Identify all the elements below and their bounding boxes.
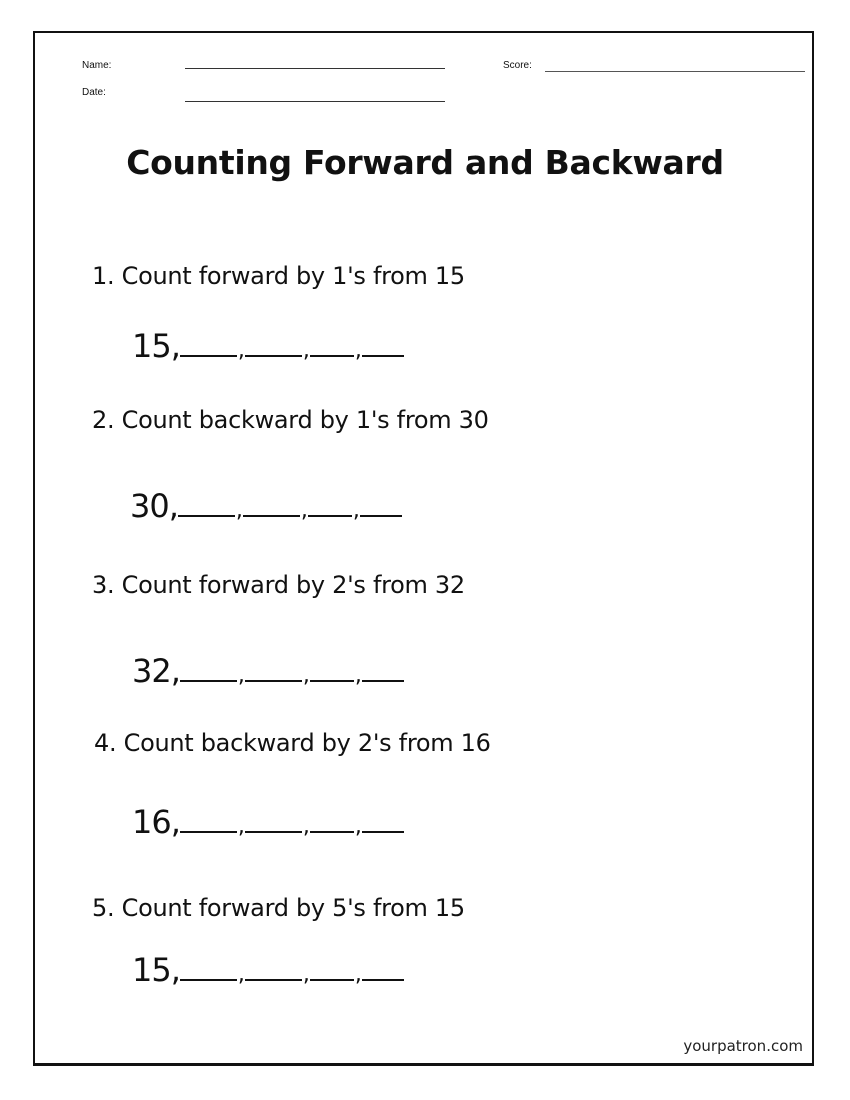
answer-blank[interactable] — [245, 355, 302, 357]
start-number: 32, — [132, 652, 180, 690]
question-5-sequence: 15, , , , — [132, 954, 404, 986]
answer-blank[interactable] — [245, 831, 302, 833]
answer-blank[interactable] — [362, 680, 404, 682]
answer-blank[interactable] — [178, 515, 235, 517]
question-1-sequence: 15, , , , — [132, 330, 404, 362]
page-title: Counting Forward and Backward — [126, 143, 724, 182]
question-1-prompt: 1. Count forward by 1's from 15 — [92, 262, 465, 290]
question-2-sequence: 30, , , , — [130, 490, 402, 522]
answer-blank[interactable] — [180, 355, 237, 357]
answer-blank[interactable] — [243, 515, 300, 517]
question-3-sequence: 32, , , , — [132, 655, 404, 687]
question-4-prompt: 4. Count backward by 2's from 16 — [94, 729, 491, 757]
name-label: Name: — [82, 60, 112, 71]
answer-blank[interactable] — [180, 979, 237, 981]
answer-blank[interactable] — [362, 355, 404, 357]
answer-blank[interactable] — [362, 979, 404, 981]
date-field[interactable] — [185, 101, 445, 102]
answer-blank[interactable] — [245, 979, 302, 981]
answer-blank[interactable] — [362, 831, 404, 833]
footer-site-credit: yourpatron.com — [683, 1037, 803, 1055]
answer-blank[interactable] — [245, 680, 302, 682]
start-number: 15, — [132, 327, 180, 365]
answer-blank[interactable] — [310, 831, 354, 833]
answer-blank[interactable] — [310, 355, 354, 357]
question-3-prompt: 3. Count forward by 2's from 32 — [92, 571, 465, 599]
answer-blank[interactable] — [180, 680, 237, 682]
start-number: 15, — [132, 951, 180, 989]
start-number: 16, — [132, 803, 180, 841]
name-field[interactable] — [185, 68, 445, 69]
question-2-prompt: 2. Count backward by 1's from 30 — [92, 406, 489, 434]
answer-blank[interactable] — [180, 831, 237, 833]
answer-blank[interactable] — [310, 680, 354, 682]
question-4-sequence: 16, , , , — [132, 806, 404, 838]
start-number: 30, — [130, 487, 178, 525]
date-label: Date: — [82, 87, 106, 98]
answer-blank[interactable] — [310, 979, 354, 981]
score-label: Score: — [503, 60, 532, 71]
score-field[interactable] — [545, 71, 805, 72]
answer-blank[interactable] — [360, 515, 402, 517]
answer-blank[interactable] — [308, 515, 352, 517]
question-5-prompt: 5. Count forward by 5's from 15 — [92, 894, 465, 922]
